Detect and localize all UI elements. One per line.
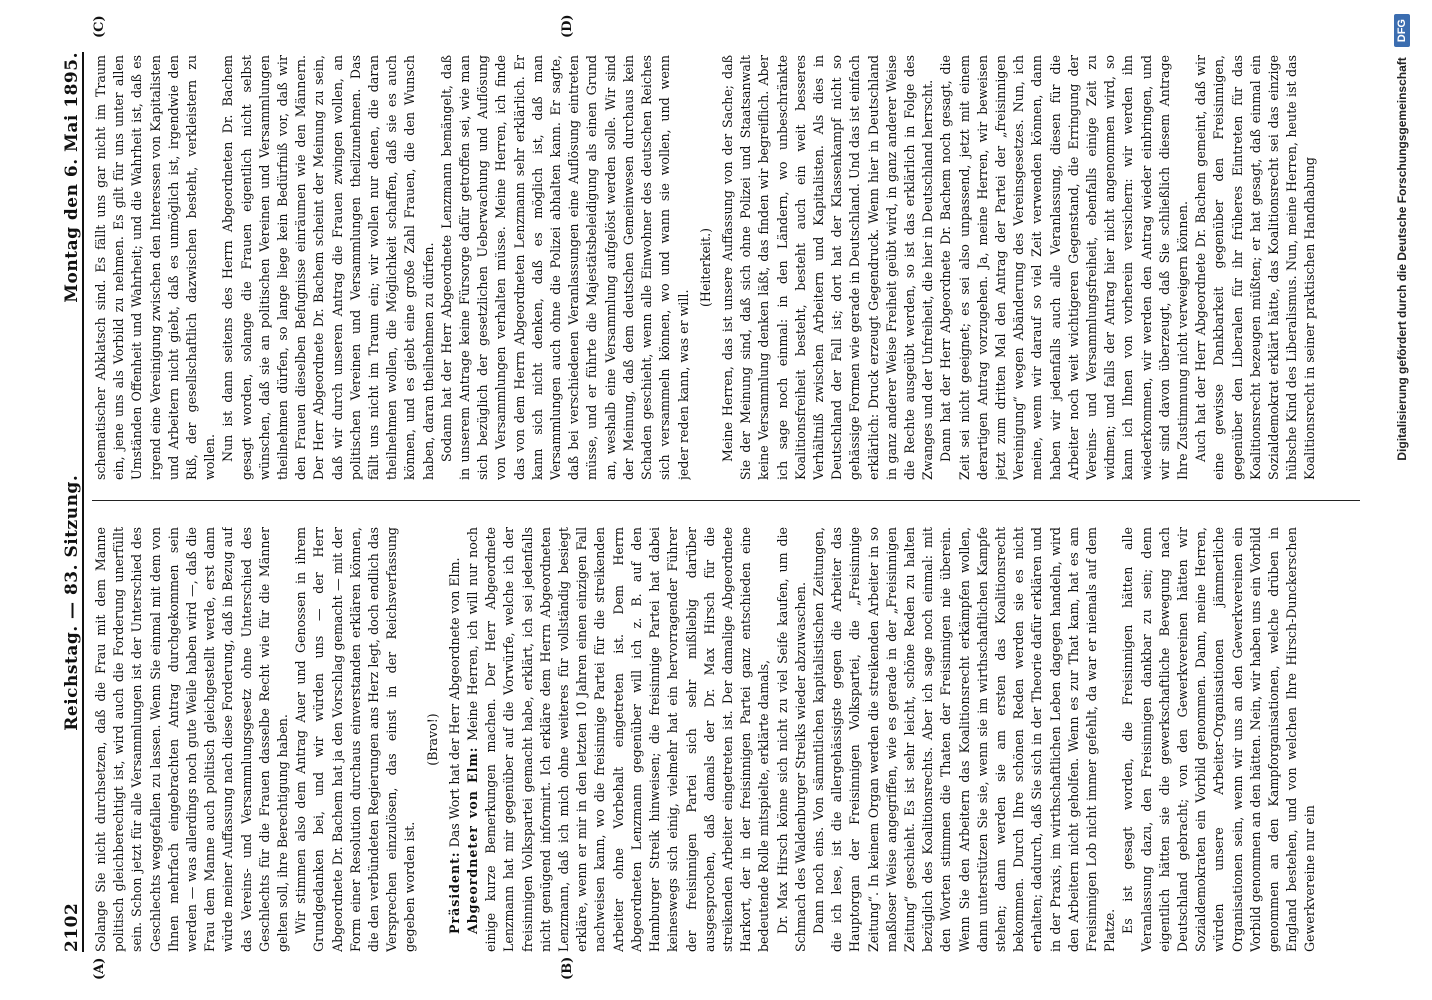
credit-text: Digitalisierung gefördert durch die Deutsche Forschungsgemeinschaft — [1395, 57, 1409, 461]
paragraph: Meine Herren, das ist unsere Auffassung von der Sache; daß Sie der Meinung sind, daß sich ohne Polizei und Staatsanwalt keine Versammlung denken läßt, das finden wir begreiflich. Aber ich sage noch einmal: in den Ländern, wo unbeschränkte Koalitionsfreiheit besteht, besteht auch ein weit besseres Verhältniß zwischen Arbeitern und Kapitalisten. Als dies in Deutschland der Fall ist; dort hat der Klassenkampf nicht so gehässige Formen wie gerade in Deutschland. Und das ist einfach erklärlich: Druck erzeugt Gegendruck. Wenn hier in Deutschland in ganz anderer Weise Freiheit geübt wird, in ganz anderer Weise die Rechte ausgeübt werden, so ist das erklärlich in Folge des Zwanges und der Unfreiheit, die hier in Deutschland herrscht. — [719, 55, 936, 480]
speaker-label: Abgeordneter von Elm: — [465, 746, 481, 934]
margin-marker-b: (B) — [560, 956, 575, 980]
president-paragraph — [446, 527, 464, 952]
page-header — [42, 52, 84, 952]
paragraph: Nun ist dann seitens des Herrn Abgeordneten Dr. Bachem gesagt worden, solange die Frauen eigentlich nicht selbst wünschen, daß sie an politischen Vereinen und Versammlungen theilnehmen dürfen, so lange liege kein Bedürfniß vor, daß wir den Frauen dieselben Befugnisse einräumen wie den Männern. Der Herr Abgeordnete Dr. Bachem scheint der Meinung zu sein, daß wir durch unseren Antrag die Frauen zwingen wollen, an politischen Vereinen und Versammlungen theilzunehmen. Das fällt uns nicht im Traum ein; wir wollen nur denen, die daran theilnehmen wollen, die Möglichkeit schaffen, daß sie es auch können, und es giebt eine große Zahl Frauen, die den Wunsch haben, daran theilnehmen zu dürfen. — [220, 55, 436, 480]
left-column — [92, 527, 1360, 952]
paragraph: Solange Sie nicht durchsetzen, daß die Frau mit dem Manne politisch gleichberechtigt ist, wird auch die Forderung unerfüllt sein. Schon jetzt für alle Versammlungen ist der Unterschied des Geschlechts weggefallen zu lassen. Wenn Sie einmal mit dem von Ihnen mehrfach eingebrachten Antrag durchgekommen sein werden — was allerdings noch gute Weile haben wird —, daß die Frau dem Manne auch politisch gleichgestellt werde, erst dann würde meiner Auffassung nach diese Forderung, daß in Bezug auf das Vereins- und Versammlungsgesetz ohne Unterschied des Geschlechts für die Frauen dasselbe Recht wie für die Männer gelten soll, ihre Berechtigung haben. — [93, 527, 291, 952]
speaker-paragraph — [464, 527, 773, 952]
paragraph: Dann noch eins. Von sämmtlichen kapitalistischen Zeitungen, die ich lese, ist die allergehässigste gegen die Arbeiter das Hauptorgan der Freisinnigen Volkspartei, die „Freisinnige Zeitung“. In keinem Organ werden die streikenden Arbeiter in so maßloser Weise angegriffen, wie es gerade in der „Freisinnigen Zeitung“ geschieht. Es ist sehr leicht, schöne Reden zu halten bezüglich des Koalitionsrechts. Aber ich sage noch einmal: mit den Worten stimmen die Thaten der Freisinnigen nie überein. Wenn Sie den Arbeitern das Koalitionsrecht erkämpfen wollen, dann unterstützen Sie sie, wenn sie im wirthschaftlichen Kampfe stehen; dann werden sie am ersten das Koalitionsrecht bekommen. Durch Ihre schönen Reden werden sie es nicht erhalten; dadurch, daß Sie sich in der Theorie dafür erklären und in der Praxis, im wirthschaftlichen Leben dagegen handeln, wird den Arbeitern nicht geholfen. Wenn es zur That kam, hat es am Freisinnigen Lob nicht immer gefehlt, da war er niemals auf dem Platze. — [810, 527, 1118, 952]
paragraph: Sodann hat der Herr Abgeordnete Lenzmann bemängelt, daß in unserem Antrage keine Fürsorge dafür getroffen sei, wie man sich bezüglich der gesetzlichen Ueberwachung und Auflösung von Versammlungen verhalten müsse. Meine Herren, ich finde das von dem Herrn Abgeordneten Lenzmann sehr erklärlich. Er kann sich nicht denken, daß es möglich ist, daß man Versammlungen auch ohne die Polizei abhalten kann. Er sagte, daß bei verschiedenen Veranlassungen eine Auflösung eintreten müsse, und er führte die Majestätsbeleidigung als einen Grund an, weshalb eine Versammlung aufgelöst werden solle. Wir sind der Meinung, daß dem deutschen Gemeinwesen durchaus kein Schaden geschieht, wenn alle Einwohner des deutschen Reiches sich versammeln können, wo und wann sie wollen, und wenn jeder reden kann, was er will. — [438, 55, 691, 480]
interjection: (Heiterkeit.) — [697, 228, 713, 307]
margin-marker-d: (D) — [560, 14, 575, 38]
page-number: 2102 — [62, 902, 82, 952]
speaker-text: Meine Herren, ich will nur noch einige kurze Bemerkungen machen. Der Herr Abgeordnete Lenzmann hat mir gegenüber auf die Vorwürfe, welche ich der freisinnigen Volkspartei gemacht habe, erklärt, ich sei jedenfalls nicht genügend informirt. Ich erkläre dem Herrn Abgeordneten Lenzmann, daß ich mich ohne weiteres für vollständig besiegt erkläre, wenn er mir in den letzten 10 Jahren einen einzigen Fall nachweisen kann, wo die freisinnige Partei für die streikenden Arbeiter ohne Vorbehalt eingetreten ist. Dem Herrn Abgeordneten Lenzmann gegenüber will ich z. B. auf den Hamburger Streik hinweisen; die freisinnige Partei hat dabei keineswegs sich einig, vielmehr hat ein hervorragender Führer der freisinnigen Partei sich sehr mißliebig darüber ausgesprochen, daß damals der Dr. Max Hirsch für die streikenden Arbeiter eingetreten ist. Der damalige Abgeordnete Harkort, der in der freisinnigen Partei ganz entschieden eine bedeutende Rolle mitspielte, erklärte damals, — [465, 527, 772, 952]
president-text: Das Wort hat der Herr Abgeordnete von Elm. — [446, 557, 462, 848]
paragraph: Dann hat der Herr Abgeordnete Dr. Bachem noch gesagt, die Zeit sei nicht geeignet; es sei also unpassend, jetzt mit einem derartigen Antrag vorzugehen. Ja, meine Herren, wir beweisen jetzt zum dritten Mal den Antrag der Partei der „freisinnigen Vereinigung“ wegen Abänderung des Vereinsgesetzes. Nun, ich meine, wenn wir darauf so viel Zeit verwenden können, dann haben wir jedenfalls auch alle Veranlassung, diesen für die Arbeiter noch weit wichtigeren Gegenstand, die Erringung der Vereins- und Versammlungsfreiheit, ebenfalls einige Zeit zu widmen; und falls der Antrag hier nicht angenommen wird, so kann ich Ihnen von vorherein versichern: wir werden ihn wiederkommen, wir werden den Antrag wieder einbringen, und wir sind davon überzeugt, daß Sie schließlich diesem Antrage Ihre Zustimmung nicht verweigern können. — [938, 55, 1190, 480]
session-date: Montag den 6. Mai 1895. — [62, 52, 82, 303]
paragraph: Es ist gesagt worden, die Freisinnigen hätten alle Veranlassung dazu, den Freisinnigen dankbar zu sein; denn eigentlich hätten sie die gewerkschaftliche Bewegung nach Deutschland gebracht; von den Gewerkvereinen hätten wir Sozialdemokraten ein Vorbild genommen. Dann, meine Herren, würden unsere Arbeiter-Organisationen jämmerliche Organisationen sein, wenn wir uns an den Gewerkvereinen ein Vorbild genommen an den hätten. Nein, wir haben uns ein Vorbild genommen an den Kampforganisationen, welche drüben in England bestehen, und von welchen Ihre Hirsch-Dunckerschen Gewerkvereine nur ein — [1120, 527, 1318, 952]
paragraph: Wir stimmen also dem Antrag Auer und Genossen in ihrem Grundgedanken bei, und wir würden uns — der Herr Abgeordnete Dr. Bachem hat ja den Vorschlag gemacht — mit der Form einer Resolution durchaus einverstanden erklären können, die den verbündeten Regierungen ans Herz legt, doch endlich das Versprechen einzulösen, das einst in der Reichsverfassung gegeben worden ist. — [293, 527, 418, 952]
paragraph: schematischer Abklatsch sind. Es fällt uns gar nicht im Traum ein, jene uns als Vorbild zu nehmen. Es gilt für uns unter allen Umständen Offenheit und Wahrheit; und die Wahrheit ist, daß es irgend eine Vereinigung zwischen den Interessen von Kapitalisten und Arbeitern nicht giebt, daß es unmöglich ist, irgendwie den Riß, der gesellschaftlich dazwischen besteht, verkleistern zu wollen. — [93, 55, 218, 480]
chamber-title: Reichstag. — 83. Sitzung. — [62, 474, 82, 731]
paragraph: Auch hat der Herr Abgeordnete Dr. Bachem gemeint, daß wir eine gewisse Dankbarkeit gegenüber den Freisinnigen, gegenüber den Liberalen für ihr früheres Eintreten für das Koalitionsrecht bezeugen müßten; er hat gesagt, daß einmal ein Sozialdemokrat erklärt hätte, das Koalitionsrecht sei das einzige hübsche Kind des Liberalismus. Nun, meine Herren, heute ist das Koalitionsrecht in seiner praktischen Handhabung — [1193, 55, 1318, 480]
margin-marker-c: (C) — [92, 15, 107, 38]
digitization-credit — [1372, 0, 1432, 1000]
paragraph: Dr. Max Hirsch könne sich nicht zu viel Seife kaufen, um die Schmach des Waldenburger Streiks wieder abzuwaschen. — [774, 527, 808, 952]
dfg-logo: DFG — [1394, 14, 1410, 47]
right-column — [92, 55, 1360, 480]
column-divider — [92, 500, 1360, 501]
interjection: (Bravo!) — [424, 713, 440, 766]
president-label: Präsident: — [446, 851, 462, 934]
margin-marker-a: (A) — [92, 957, 107, 980]
